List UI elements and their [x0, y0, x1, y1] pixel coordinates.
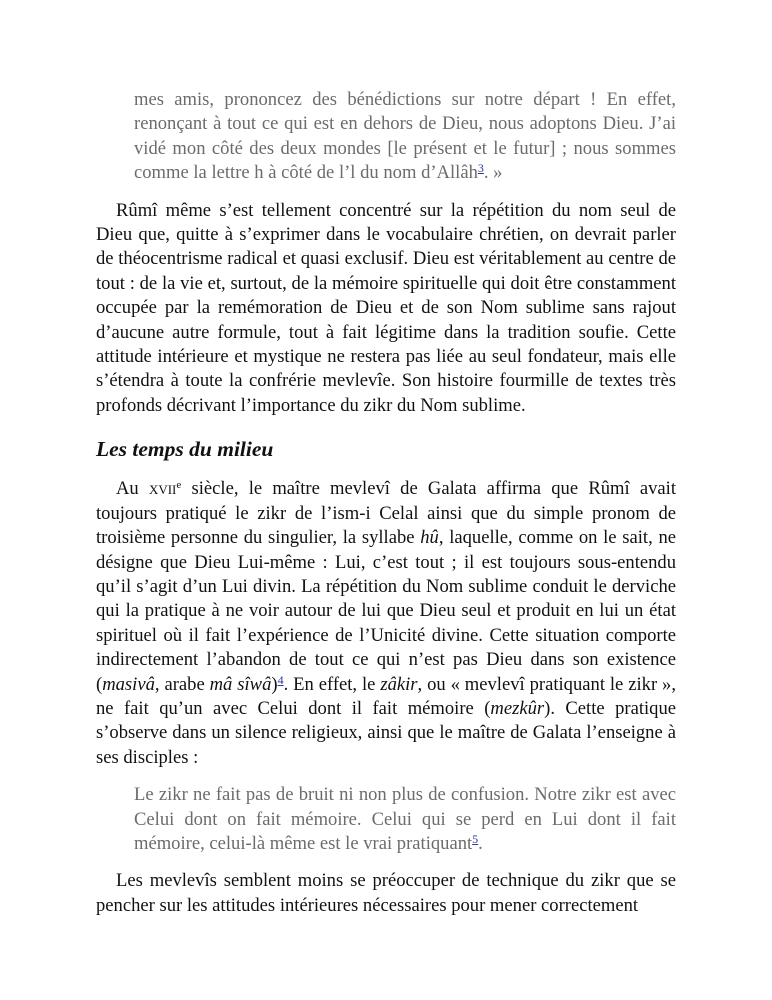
term-hu: hû — [420, 527, 439, 549]
paragraph-1: Rûmî même s’est tellement concentré sur la répétition du nom seul de Dieu que, quitte à s’exprimer dans le vocabulaire chrétien, on devrait parler de théocentrisme radical et quasi exclusif. Dieu est véritablement au centre de tout : de la vie et, surtout, de la mémoire spirituelle qui doit être constamment occupée par la remémoration de Dieu et de son Nom sublime sans rajout d’aucune autre formule, tout à fait légitime dans la tradition soufie. Cette attitude intérieure et mystique ne restera pas liée au seul fondateur, mais elle s’étendra à toute la confrérie mevlevîe. Son histoire fourmille de textes très profonds décrivant l’importance du zikr du Nom sublime. — [96, 199, 676, 416]
century-suffix: e — [176, 479, 182, 492]
footnote-link[interactable]: 5 — [472, 831, 479, 846]
text-run: . En effet, le — [283, 673, 381, 695]
quote-end: . — [478, 832, 483, 854]
text-run: ) — [271, 673, 278, 695]
text-run: , arabe — [154, 673, 210, 695]
term-masiva: masivâ — [102, 673, 155, 695]
text-run: ). Cette pratique s’observe dans un silence religieux, ainsi que le maître de Galata l’enseigne à ses disciples : — [96, 697, 676, 768]
document-page — [96, 88, 676, 918]
paragraph-3: Les mevlevîs semblent moins se préoccuper de technique du zikr que se pencher sur les attitudes intérieures nécessaires pour mener correctement — [96, 870, 676, 916]
footnote-link[interactable]: 3 — [477, 161, 484, 176]
term-ma-siwa: mâ sîwâ — [209, 673, 272, 695]
century-numeral: xvii — [148, 478, 177, 500]
paragraph-2 — [96, 477, 676, 770]
footnote-link[interactable]: 4 — [277, 672, 284, 687]
quote-text: mes amis, prononcez des bénédictions sur notre départ ! En effet, renonçant à tout ce qui est en dehors de Dieu, nous adoptons Dieu. J’ai vidé mon côté des deux mondes [le présent et le futur] ; nous sommes comme la lettre h à côté de l’l du nom d’Allâh — [134, 89, 676, 184]
text-run: siècle, le maître mevlevî de Galata affirma que Rûmî avait toujours pratiqué le zikr de l’ism-i Celal ainsi que du simple pronom de troisième personne du singulier, la syllabe — [96, 478, 677, 549]
block-quote-1 — [134, 88, 676, 186]
text-run: , ou « mevlevî pratiquant le zikr », ne fait qu’un avec Celui dont il fait mémoire ( — [96, 673, 676, 719]
quote-text: Le zikr ne fait pas de bruit ni non plus de confusion. Notre zikr est avec Celui dont on fait mémoire. Celui qui se perd en Lui dont il fait mémoire, celui-là même est le vrai pratiquant — [134, 784, 676, 854]
term-zakir: zâkir — [380, 673, 418, 695]
term-mezkur: mezkûr — [490, 697, 545, 719]
text-run: , laquelle, comme on le sait, ne désigne que Dieu Lui-même : Lui, c’est tout ; il est toujours sous-entendu qu’il s’agit d’un Lui divin. La répétition du Nom sublime conduit le derviche qui la pratique à ne voir autour de lui que Dieu seul et produit en lui un état spirituel où il fait l’expérience de l’Unicité divine. Cette situation comporte indirectement l’abandon de tout ce qui n’est pas Dieu dans son existence ( — [96, 527, 676, 695]
quote-end: . » — [483, 162, 503, 184]
section-heading: Les temps du milieu — [96, 437, 274, 462]
block-quote-2 — [134, 783, 676, 856]
text-run: Au — [116, 478, 149, 500]
